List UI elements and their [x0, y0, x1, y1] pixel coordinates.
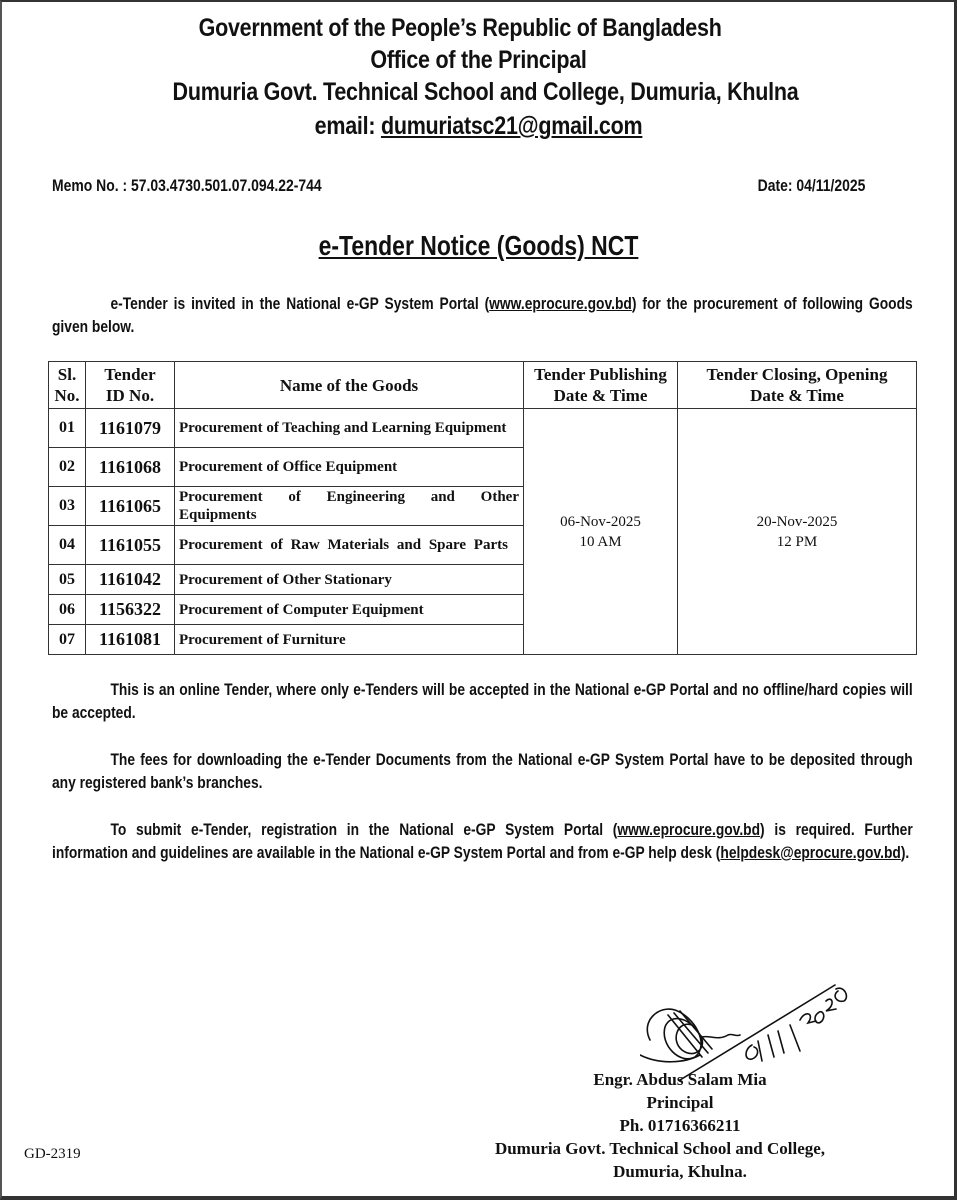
- signatory-name: Engr. Abdus Salam Mia: [593, 1070, 767, 1089]
- cell-goods: Procurement of Other Stationary: [175, 565, 524, 595]
- publishing-time: 10 AM: [579, 533, 622, 550]
- cell-sl: 07: [49, 625, 86, 655]
- header-goods: Name of the Goods: [175, 362, 524, 409]
- table-row: [49, 409, 917, 448]
- signatory-designation: Principal: [646, 1093, 714, 1112]
- cell-goods: Procurement of Computer Equipment: [175, 595, 524, 625]
- cell-tender-id: 1161042: [86, 565, 175, 595]
- cell-goods: Procurement of Teaching and Learning Equipment: [175, 409, 524, 448]
- memo-number: Memo No. : 57.03.4730.501.07.094.22-744: [52, 176, 322, 195]
- signatory-phone: Ph. 01716366211: [619, 1116, 741, 1135]
- cell-tender-id: 1161068: [86, 448, 175, 487]
- header-sl: Sl. No.: [49, 362, 86, 409]
- cell-closing: [678, 409, 917, 655]
- cell-tender-id: 1161065: [86, 487, 175, 526]
- signature-icon: [640, 965, 870, 1080]
- paragraph-fees: [52, 748, 912, 794]
- intro-paragraph: [52, 292, 912, 338]
- paragraph-text: To submit e-Tender, registration in the National e-GP System Portal (: [110, 820, 618, 839]
- header-publishing: Tender Publishing Date & Time: [524, 362, 678, 409]
- header-office: Office of the Principal: [370, 46, 587, 74]
- intro-text-end: ) for the procurement of following Goods given below.: [52, 294, 913, 336]
- header-institution: Dumuria Govt. Technical School and College, Dumuria, Khulna: [172, 78, 799, 106]
- cell-goods: Procurement of Engineering and Other Equipments: [175, 487, 524, 526]
- eprocure-link[interactable]: www.eprocure.gov.bd: [617, 820, 761, 839]
- cell-sl: 04: [49, 526, 86, 565]
- header-closing: Tender Closing, Opening Date & Time: [678, 362, 917, 409]
- helpdesk-email-link[interactable]: helpdesk@eprocure.gov.bd: [720, 843, 901, 862]
- publishing-date: 06-Nov-2025: [560, 513, 641, 530]
- cell-sl: 02: [49, 448, 86, 487]
- eprocure-link[interactable]: www.eprocure.gov.bd: [489, 294, 632, 313]
- intro-text: e-Tender is invited in the National e-GP System Portal (: [110, 294, 490, 313]
- footer-code: GD-2319: [24, 1146, 81, 1162]
- paragraph-text: This is an online Tender, where only e-Tenders will be accepted in the National e-GP Portal and no offline/hard copies will be accepted.: [52, 680, 913, 722]
- header-email: [67, 112, 890, 141]
- table-header-row: [49, 362, 917, 409]
- memo-date: Date: 04/11/2025: [757, 176, 865, 195]
- cell-tender-id: 1161055: [86, 526, 175, 565]
- paragraph-text: ) is required. Further information and guidelines are available in the National e-GP System Portal and from e-GP help desk (: [52, 820, 913, 862]
- cell-sl: 06: [49, 595, 86, 625]
- paragraph-text: ).: [900, 843, 910, 862]
- cell-sl: 03: [49, 487, 86, 526]
- email-link[interactable]: dumuriatsc21@gmail.com: [380, 112, 643, 140]
- cell-tender-id: 1156322: [86, 595, 175, 625]
- signatory-location: Dumuria, Khulna.: [613, 1162, 747, 1181]
- notice-title: e-Tender Notice (Goods) NCT: [318, 230, 639, 261]
- closing-date: 20-Nov-2025: [756, 513, 838, 530]
- closing-time: 12 PM: [776, 533, 818, 550]
- paragraph-online-tender: [52, 678, 912, 724]
- cell-goods: Procurement of Furniture: [175, 625, 524, 655]
- email-label: email:: [314, 112, 381, 140]
- cell-sl: 05: [49, 565, 86, 595]
- signatory-institution: Dumuria Govt. Technical School and College,: [494, 1139, 826, 1158]
- header-tender-id: Tender ID No.: [86, 362, 175, 409]
- paragraph-registration: [52, 818, 912, 864]
- cell-tender-id: 1161081: [86, 625, 175, 655]
- cell-sl: 01: [49, 409, 86, 448]
- cell-goods: Procurement of Office Equipment: [175, 448, 524, 487]
- cell-goods: Procurement of Raw Materials and Spare Parts: [175, 526, 524, 565]
- cell-tender-id: 1161079: [86, 409, 175, 448]
- paragraph-text: The fees for downloading the e-Tender Documents from the National e-GP System Portal have to be deposited through any registered bank’s branches.: [52, 750, 913, 792]
- cell-publishing: [524, 409, 678, 655]
- header-government: Government of the People’s Republic of Bangladesh: [198, 14, 722, 42]
- tender-table: [48, 361, 917, 655]
